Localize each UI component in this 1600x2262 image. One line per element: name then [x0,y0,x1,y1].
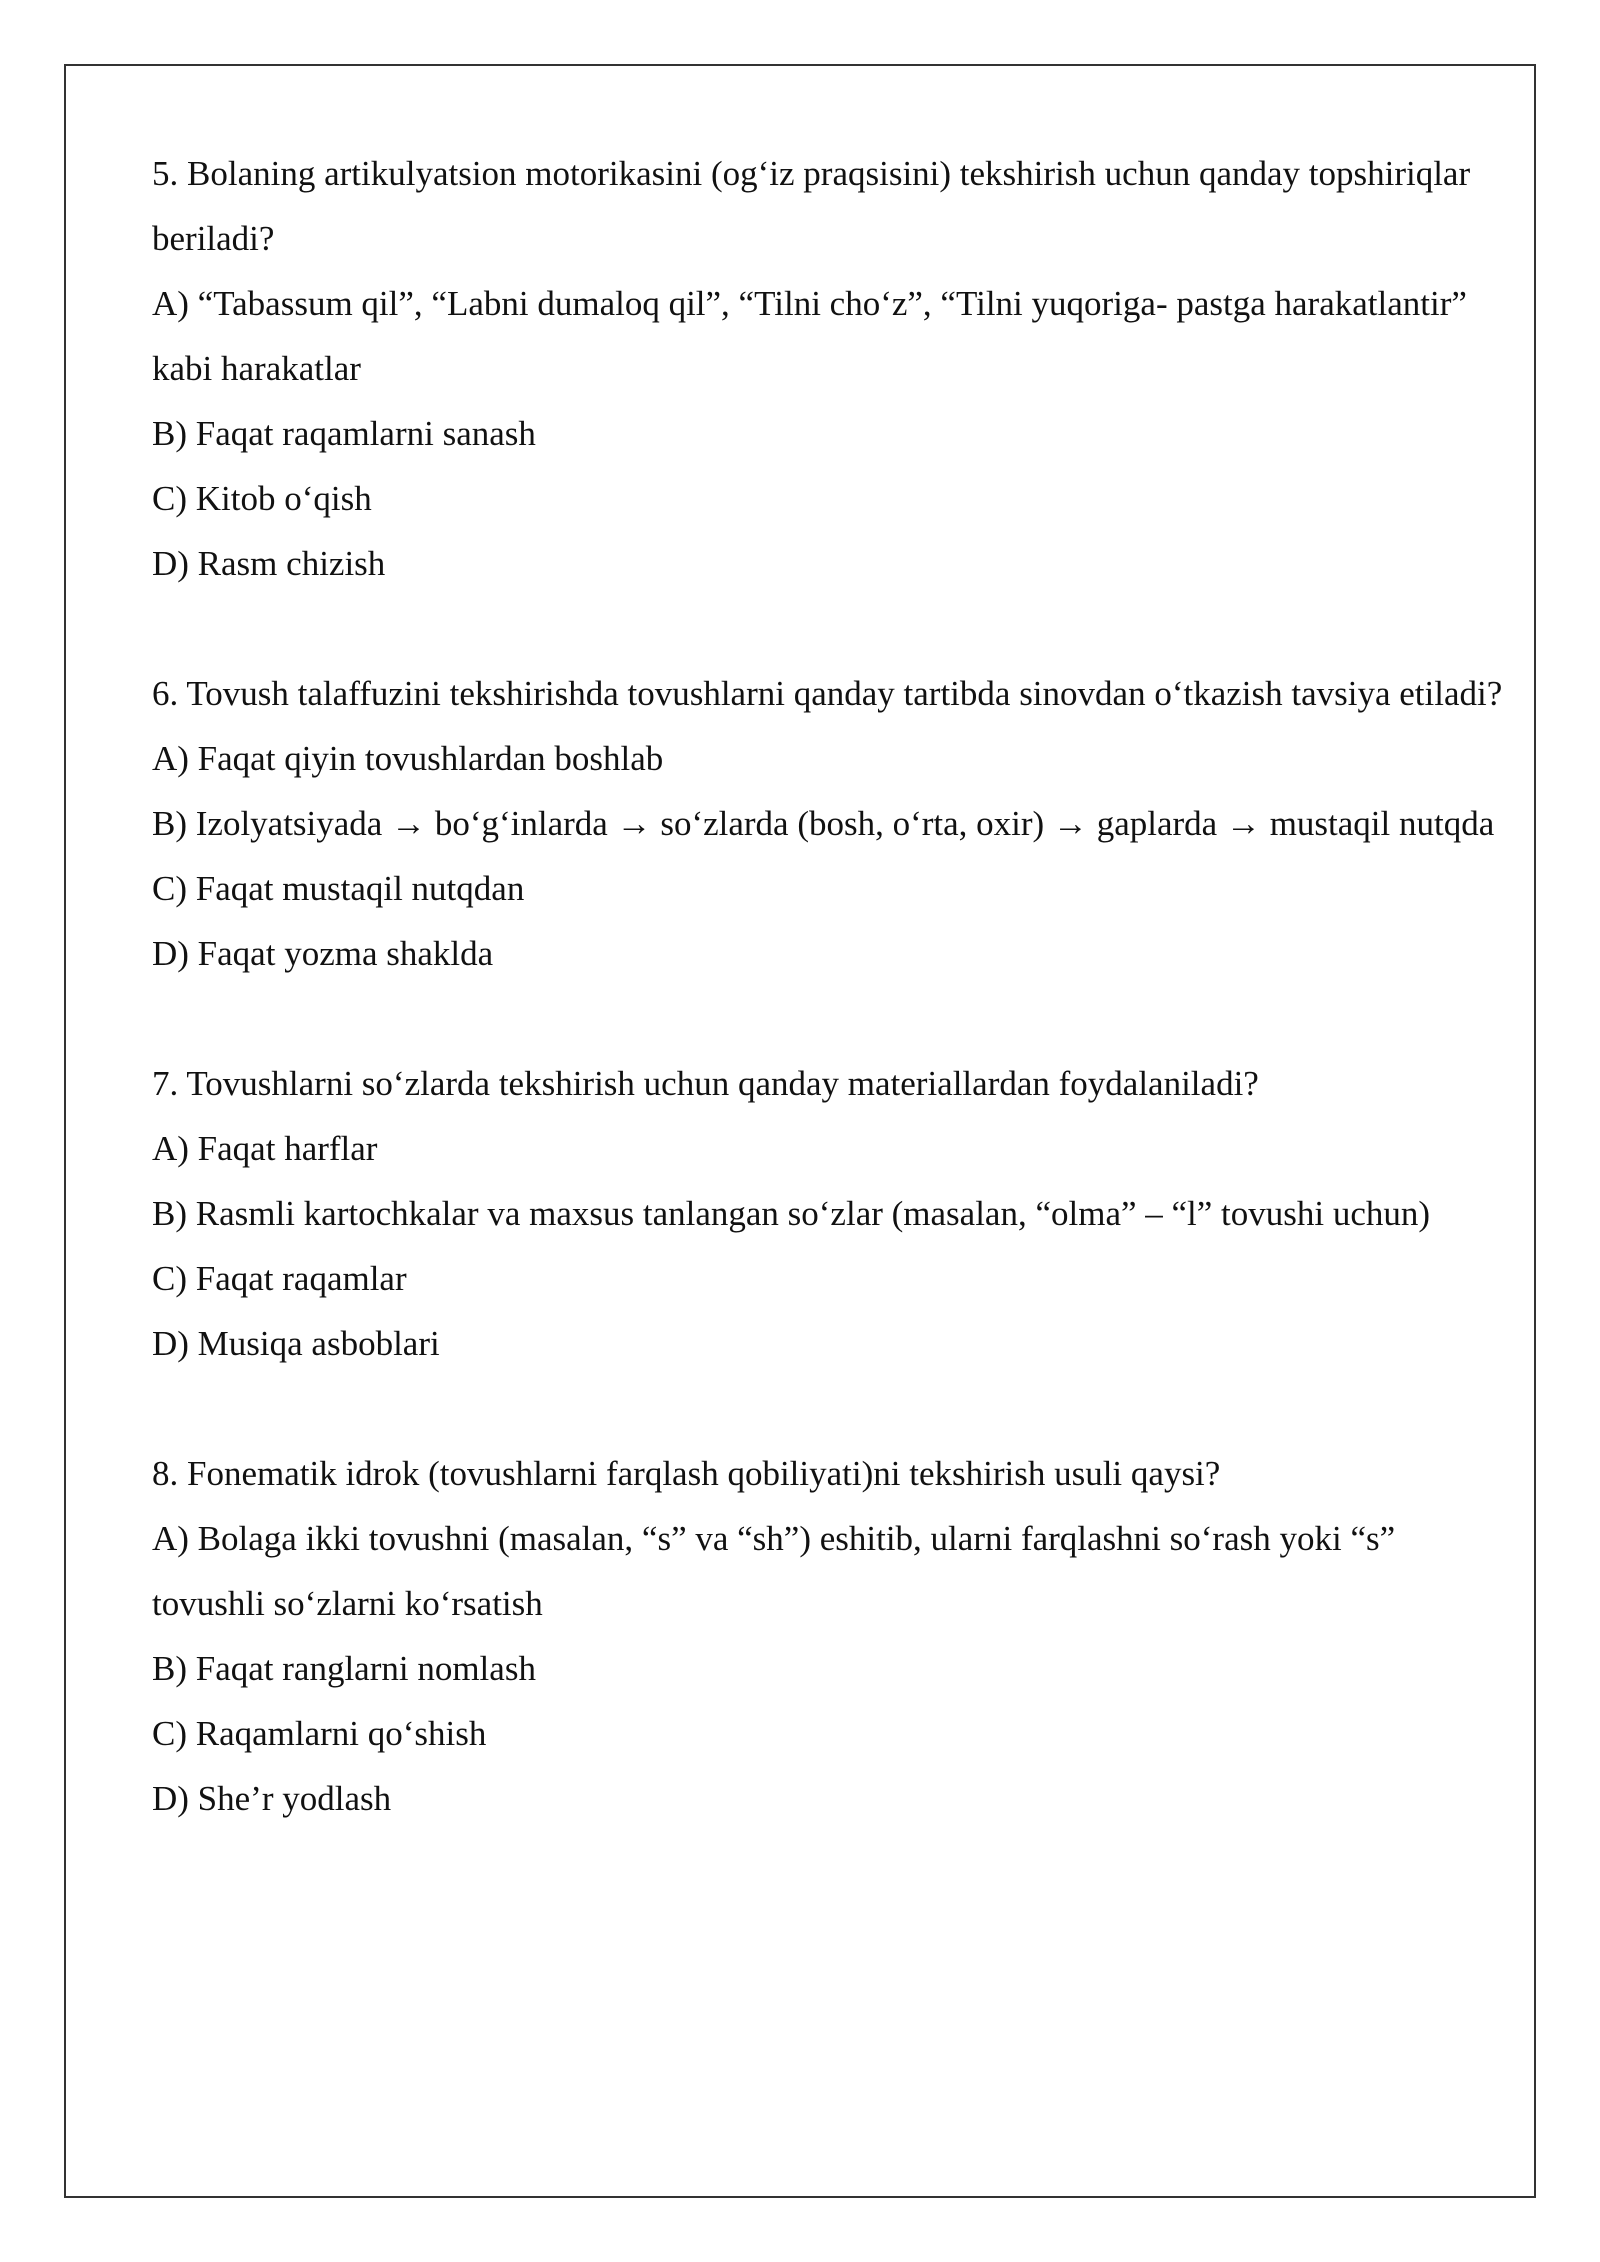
option-a: A) Faqat harflar [152,1129,378,1168]
document-body [152,141,1512,1896]
option-c: C) Faqat raqamlar [152,1259,407,1298]
question-8 [152,1441,1512,1831]
option-a: A) Bolaga ikki tovushni (masalan, “s” va “sh”) eshitib, ularni farqlashni so‘rash yoki “s” tovushli so‘zlarni ko‘rsatish [152,1519,1396,1623]
option-d: D) Rasm chizish [152,544,386,583]
option-b: B) Izolyatsiyada → bo‘g‘inlarda → so‘zlarda (bosh, o‘rta, oxir) → gaplarda → mustaqil nutqda [152,804,1495,843]
option-a: A) “Tabassum qil”, “Labni dumaloq qil”, “Tilni cho‘z”, “Tilni yuqoriga- pastga harakatlantir” kabi harakatlar [152,284,1467,388]
option-a: A) Faqat qiyin tovushlardan boshlab [152,739,664,778]
option-c: C) Faqat mustaqil nutqdan [152,869,525,908]
question-text: 8. Fonematik idrok (tovushlarni farqlash qobiliyati)ni tekshirish usuli qaysi? [152,1454,1221,1493]
option-c: C) Kitob o‘qish [152,479,372,518]
option-d: D) Musiqa asboblari [152,1324,440,1363]
option-d: D) Faqat yozma shaklda [152,934,494,973]
question-text: 7. Tovushlarni so‘zlarda tekshirish uchun qanday materiallardan foydalaniladi? [152,1064,1259,1103]
question-6 [152,661,1512,986]
option-b: B) Faqat raqamlarni sanash [152,414,536,453]
question-text: 6. Tovush talaffuzini tekshirishda tovushlarni qanday tartibda sinovdan o‘tkazish tavsiya etiladi? [152,674,1503,713]
option-b: B) Rasmli kartochkalar va maxsus tanlangan so‘zlar (masalan, “olma” – “l” tovushi uchun) [152,1194,1431,1233]
option-d: D) She’r yodlash [152,1779,392,1818]
question-text: 5. Bolaning artikulyatsion motorikasini (og‘iz praqsisini) tekshirish uchun qanday topshiriqlar beriladi? [152,154,1471,258]
option-c: C) Raqamlarni qo‘shish [152,1714,487,1753]
question-5 [152,141,1512,596]
question-7 [152,1051,1512,1376]
option-b: B) Faqat ranglarni nomlash [152,1649,536,1688]
